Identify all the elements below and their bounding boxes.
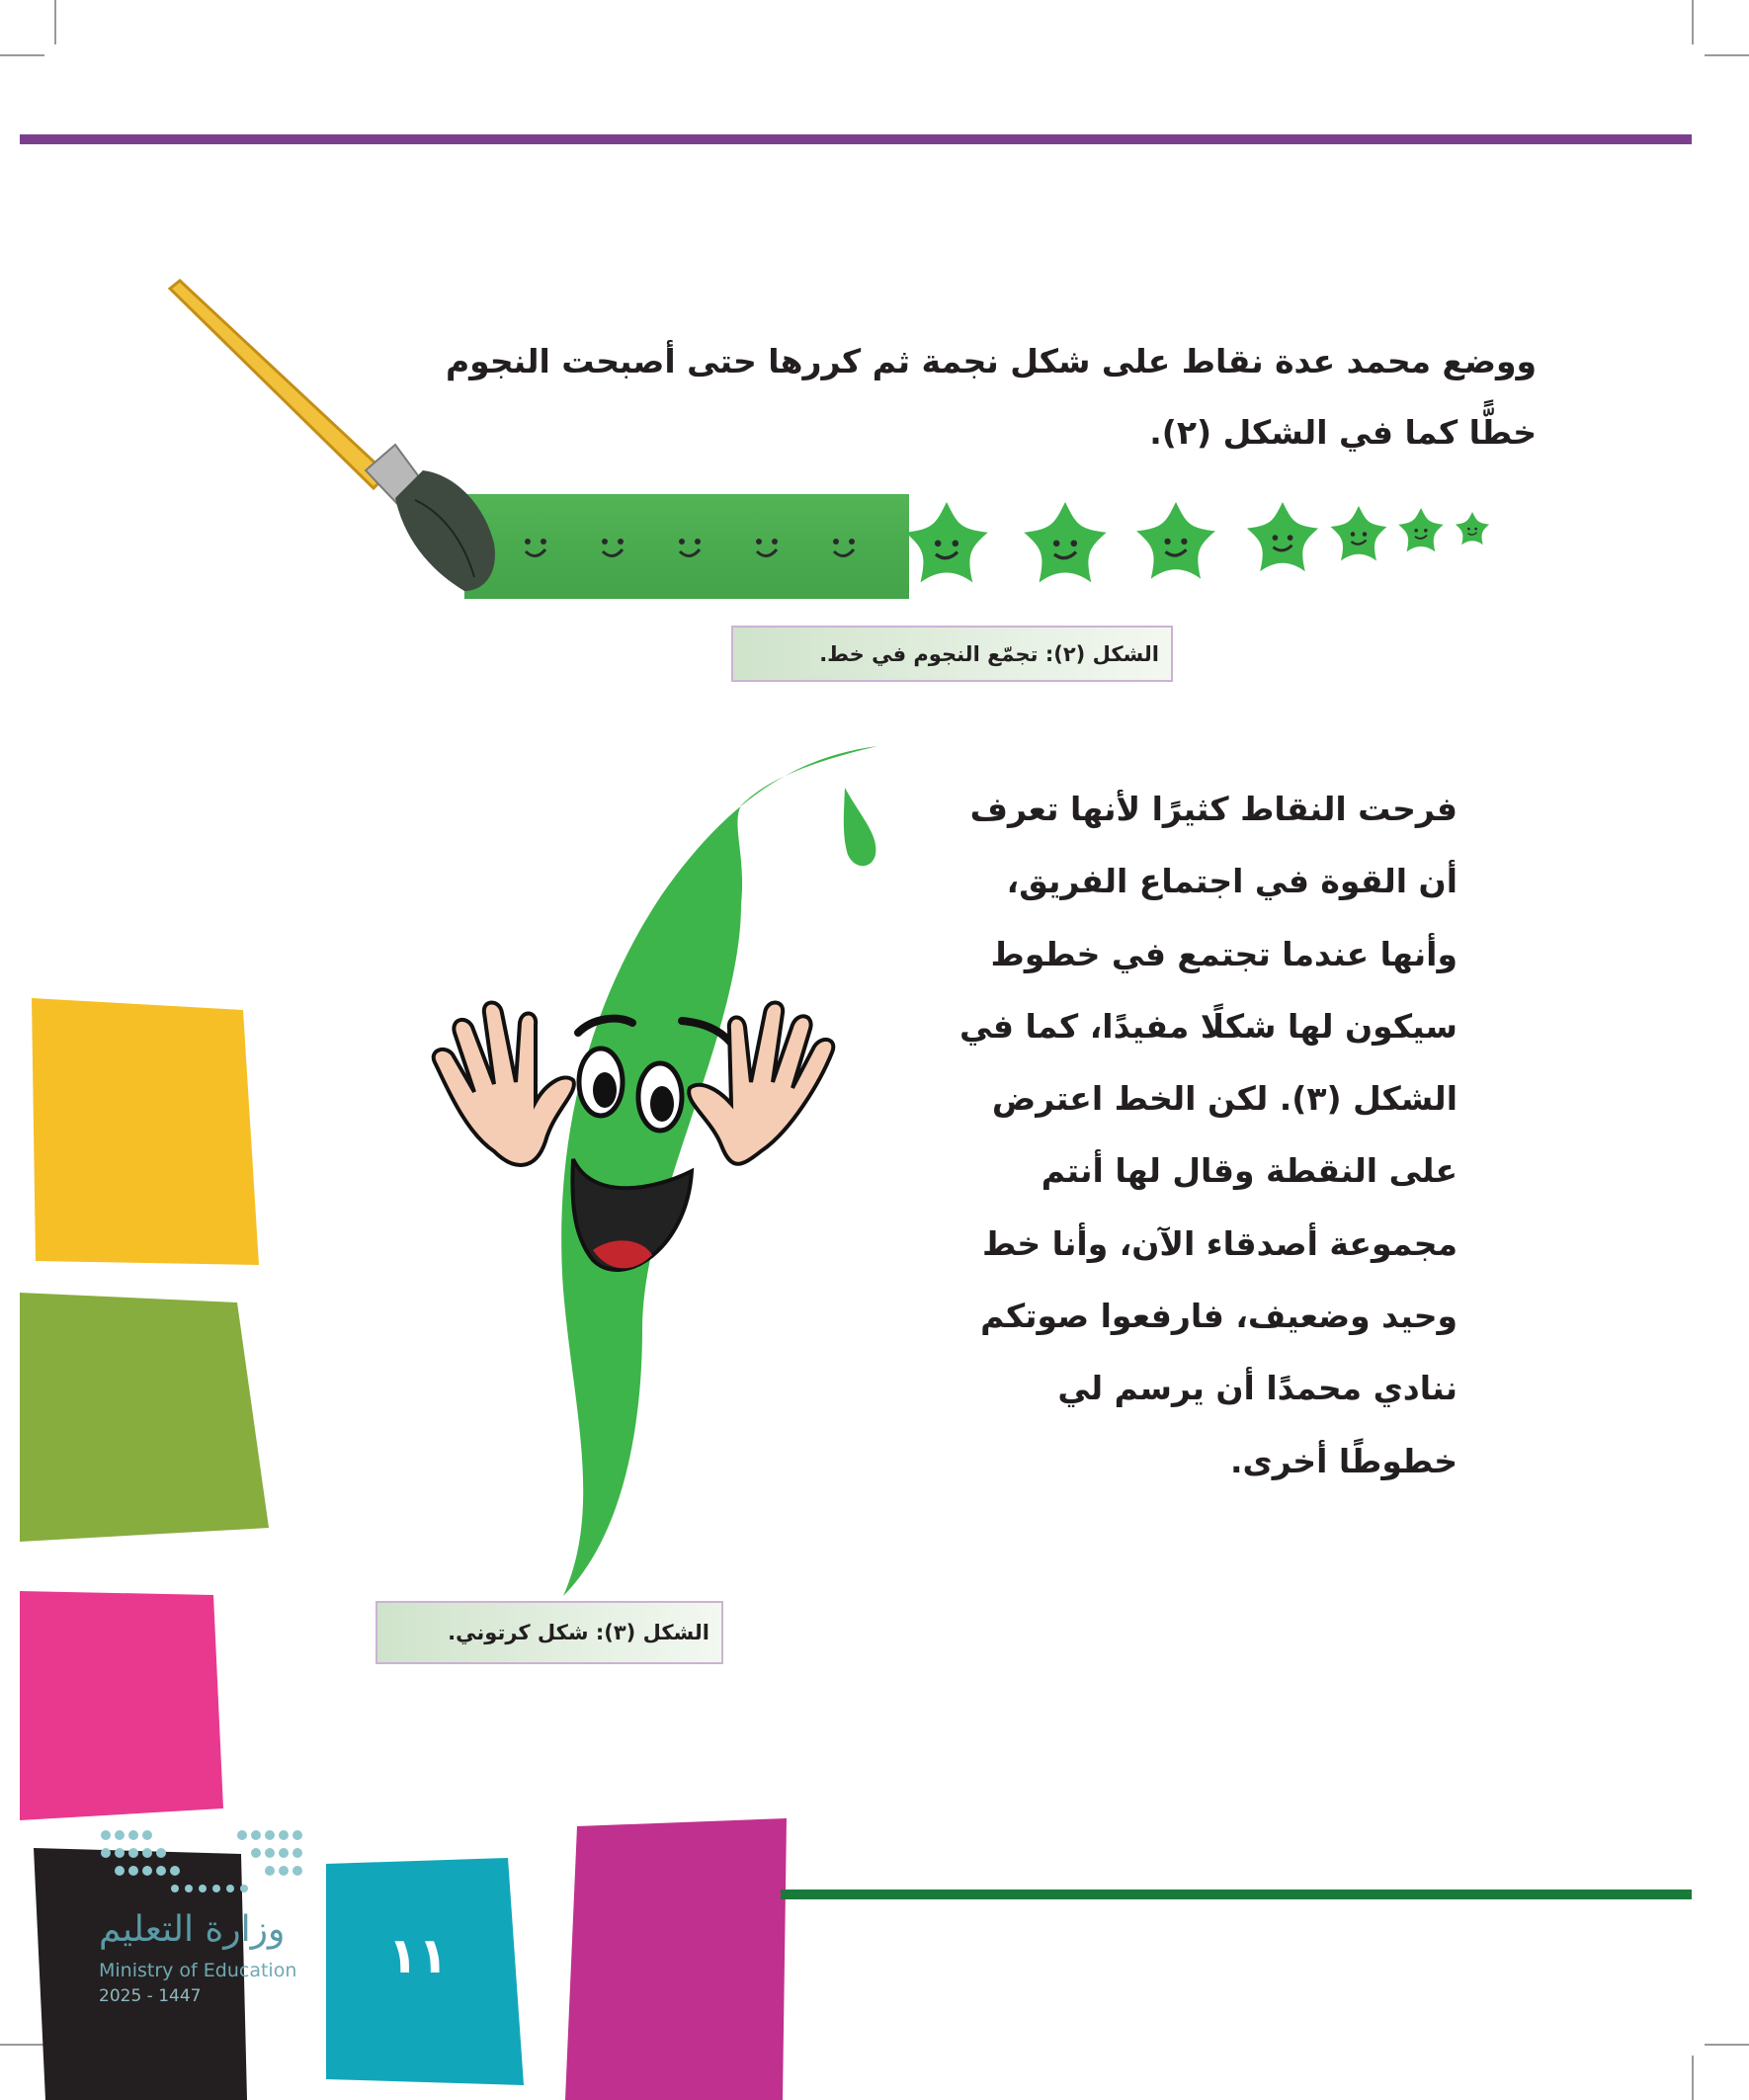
- star-icon: [1247, 502, 1318, 571]
- paintbrush-icon: [170, 281, 495, 591]
- bottom-rule: [781, 1890, 1692, 1899]
- star-strip: [464, 494, 909, 599]
- crop-mark: [1705, 2044, 1749, 2046]
- crop-mark: [0, 54, 44, 56]
- ministry-year: 2025 - 1447: [99, 1986, 202, 2006]
- caption-figure-3: الشكل (٣): شكل كرتوني.: [375, 1601, 723, 1664]
- crop-mark: [54, 0, 56, 44]
- paragraph-1: ووضع محمد عدة نقاط على شكل نجمة ثم كررها حتى أصبحت النجوم خطًّا كما في الشكل (٢).: [445, 342, 1537, 452]
- paragraph-2: فرحت النقاط كثيرًا لأنها تعرف أن القوة في اجتماع الفريق، وأنها عندما تجتمع في خطوط سيكون لها شكلًا مفيدًا، كما في الشكل (٣). لكن الخط اعترض على النقطة وقال لها أنتم مجموعة أصدقاء الآن، وأنا خط وحيد وضعيف، فارفعوا صوتكم ننادي محمدًا أن يرسم لي خطوطًا أخرى.: [959, 790, 1458, 1480]
- yellow-square: [32, 998, 259, 1265]
- star-icon: [905, 502, 988, 582]
- page-number: ١١: [387, 1927, 449, 1984]
- star-icon: [1024, 502, 1107, 582]
- ministry-logo-icon: [94, 1823, 311, 1902]
- star-icon: [1398, 508, 1444, 551]
- crop-mark: [1692, 2056, 1694, 2100]
- star-icon: [1331, 506, 1387, 561]
- magenta-square: [565, 1818, 787, 2100]
- ministry-name-en: Ministry of Education: [99, 1960, 297, 1981]
- pink-square: [20, 1591, 223, 1820]
- top-rule: [20, 134, 1692, 144]
- ministry-name-ar: وزارة التعليم: [99, 1909, 286, 1950]
- star-icon: [1136, 502, 1215, 579]
- star-icon: [1456, 512, 1489, 545]
- crop-mark: [1705, 54, 1749, 56]
- crop-mark: [1692, 0, 1694, 44]
- figure-2-star-line: [158, 277, 1522, 613]
- olive-square: [20, 1293, 269, 1542]
- caption-figure-2: الشكل (٢): تجمّع النجوم في خط.: [731, 626, 1173, 682]
